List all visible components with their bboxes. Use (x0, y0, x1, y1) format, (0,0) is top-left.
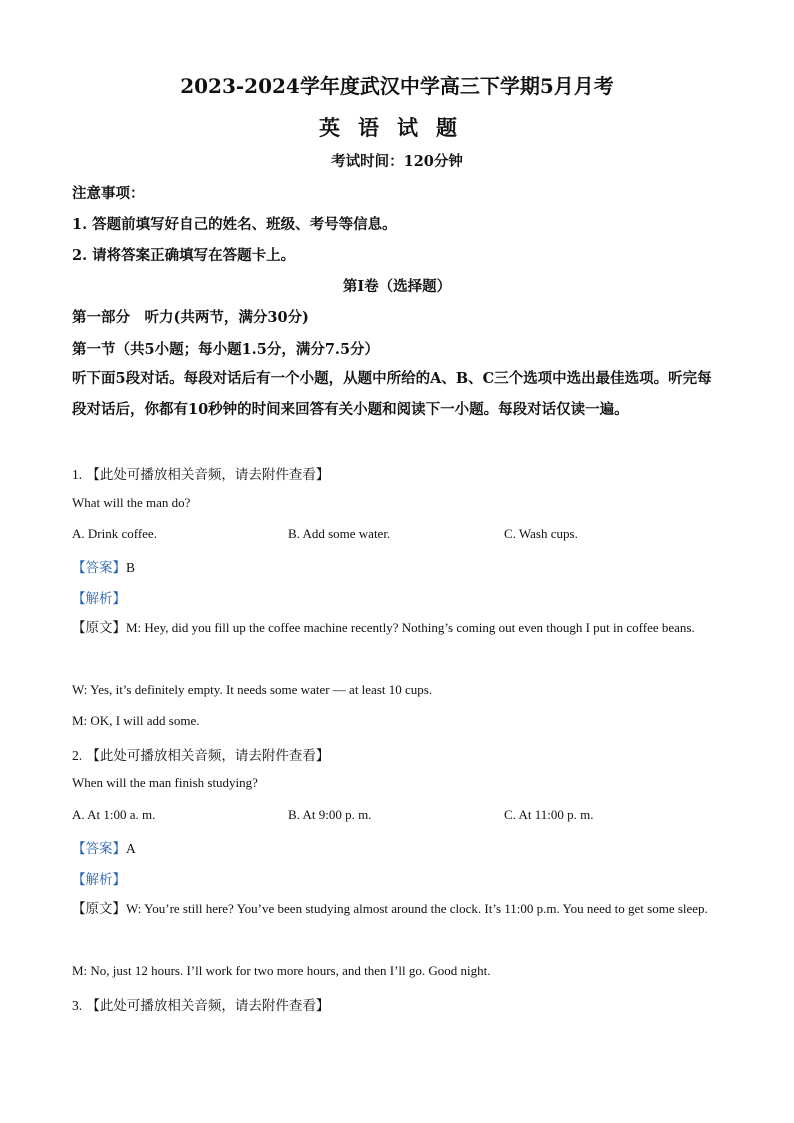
exam-time: 考试时间：120分钟 (331, 153, 463, 170)
option-c: C. Wash cups. (504, 526, 578, 541)
analysis-tag-1: 【解析】 (72, 591, 126, 607)
notes-heading: 注意事项： (72, 185, 145, 202)
question-1-text: What will the man do? (72, 495, 191, 510)
subject-title: 英语试题 (319, 115, 475, 140)
question-number: 2. (72, 748, 83, 763)
question-1-header (72, 463, 329, 483)
option-a: A. Drink coffee. (72, 526, 157, 541)
question-2-header (72, 744, 329, 764)
note-item-2: 2. 请将答案正确填写在答题卡上。 (72, 247, 296, 264)
answer-tag: 【答案】 (72, 841, 126, 857)
answer-tag: 【答案】 (72, 560, 126, 576)
option-a: A. At 1:00 a. m. (72, 807, 156, 822)
answer-line-2 (72, 837, 136, 857)
section-instructions: 听下面5段对话。每段对话后有一个小题，从题中所给的A、B、C三个选项中选出最佳选项。听完每段对话后，你都有10秒钟的时间来回答有关小题和阅读下一小题。每段对话仅读一遍。 (72, 370, 712, 418)
transcript-2-line-1: 【原文】W: You’re still here? You’ve been studying almost around the clock. It’s 11:00 p.m. You need to get some sleep. (72, 901, 708, 917)
question-3-header (72, 994, 329, 1014)
transcript-2-line-2: M: No, just 12 hours. I’ll work for two more hours, and then I’ll go. Good night. (72, 963, 491, 978)
part-heading: 第一部分 听力(共两节，满分30分) (72, 309, 309, 326)
note-item-1: 1. 答题前填写好自己的姓名、班级、考号等信息。 (72, 216, 397, 233)
answer-value: A (126, 841, 136, 856)
original-tag: 【原文】 (72, 620, 126, 636)
section-heading: 第一节（共5小题；每小题1.5分，满分7.5分） (72, 341, 380, 358)
answer-value: B (126, 560, 136, 575)
transcript-1-line-3: M: OK, I will add some. (72, 713, 200, 728)
option-b: B. Add some water. (288, 526, 391, 541)
transcript-1-line-1: 【原文】M: Hey, did you fill up the coffee machine recently? Nothing’s coming out even though I put in coffee beans. (72, 620, 695, 636)
audio-placeholder: 【此处可播放相关音频，请去附件查看】 (86, 748, 330, 764)
question-number: 1. (72, 467, 83, 482)
original-tag: 【原文】 (72, 901, 126, 917)
option-c: C. At 11:00 p. m. (504, 807, 594, 822)
option-b: B. At 9:00 p. m. (288, 807, 372, 822)
audio-placeholder: 【此处可播放相关音频，请去附件查看】 (86, 998, 330, 1014)
analysis-tag-2: 【解析】 (72, 872, 126, 888)
question-2-text: When will the man finish studying? (72, 775, 258, 790)
transcript-1-line-2: W: Yes, it’s definitely empty. It needs some water — at least 10 cups. (72, 682, 433, 697)
exam-title: 2023-2024学年度武汉中学高三下学期5月月考 (180, 74, 614, 98)
audio-placeholder: 【此处可播放相关音频，请去附件查看】 (86, 467, 330, 483)
volume-heading: 第I卷（选择题） (342, 278, 452, 295)
answer-line-1 (72, 556, 135, 576)
question-number: 3. (72, 998, 83, 1013)
